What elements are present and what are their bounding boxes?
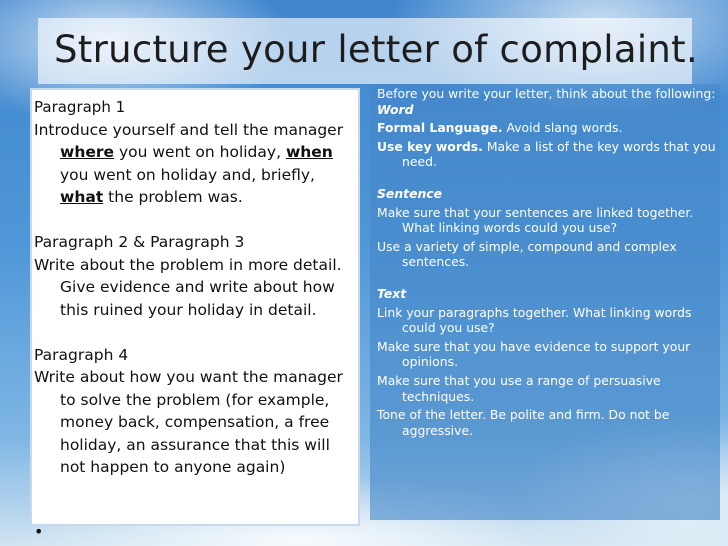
- paragraph-1-part: ntroduce yourself and tell the manager: [38, 120, 344, 139]
- intro-text: Before you write your letter, think about the following:: [377, 86, 716, 101]
- paragraph-4-heading: Paragraph 4: [34, 345, 129, 364]
- word-heading: [377, 102, 717, 118]
- formal-language-label: Formal Language.: [377, 120, 503, 136]
- paragraph-1-heading: Paragraph 1: [34, 98, 126, 116]
- paragraph-1-part: you went on holiday and, briefly,: [60, 165, 315, 184]
- formal-language-text: Avoid slang words.: [502, 120, 623, 136]
- text-heading: [377, 286, 717, 302]
- text-item-2: Make sure that you have evidence to support your opinions.: [377, 338, 691, 370]
- sentence-item-2: Use a variety of simple, compound and complex sentences.: [377, 238, 677, 270]
- sentence-item-1: Make sure that your sentences are linked together. What linking words could you use?: [377, 204, 694, 236]
- empty-bullet: •: [34, 522, 44, 541]
- paragraph-1-text: [34, 119, 356, 209]
- paragraph-4-text: Write about how you want the manager to solve the problem (for example, money back, compensation, a free holiday, an assurance that this will not happen to anyone again): [34, 368, 343, 476]
- right-panel-text: [377, 86, 717, 438]
- text-item-4: Tone of the letter. Be polite and firm. Do not be aggressive.: [377, 407, 670, 438]
- paragraph-2-3-heading: Paragraph 2 & Paragraph 3: [34, 233, 245, 251]
- key-words-label: Use key words.: [377, 138, 483, 154]
- paragraph-1-initial: I: [34, 120, 39, 139]
- text-item-3: Make sure that you use a range of persuasive techniques.: [377, 372, 661, 404]
- sentence-heading: [377, 186, 717, 202]
- paragraph-1-part: the problem was.: [103, 188, 243, 206]
- keyword-when: when: [285, 143, 333, 161]
- paragraph-2-3-text: Write about the problem in more detail. Give evidence and write about how this ruined your holiday in detail.: [34, 255, 342, 319]
- formal-language-item: [377, 120, 717, 136]
- keyword-where: where: [60, 143, 115, 161]
- text-item-1: Link your paragraphs together. What linking words could you use?: [377, 304, 692, 336]
- word-heading-label: Word: [377, 101, 414, 117]
- left-panel-text: [34, 93, 356, 479]
- key-words-item: [377, 139, 717, 170]
- key-words-text: Make a list of the key words that you need.: [402, 138, 716, 170]
- text-heading-label: Text: [377, 285, 407, 301]
- paragraph-1-part: you went on holiday,: [114, 143, 286, 161]
- keyword-what: what: [60, 188, 104, 206]
- sentence-heading-label: Sentence: [377, 185, 443, 201]
- slide-title: Structure your letter of complaint.: [54, 28, 699, 71]
